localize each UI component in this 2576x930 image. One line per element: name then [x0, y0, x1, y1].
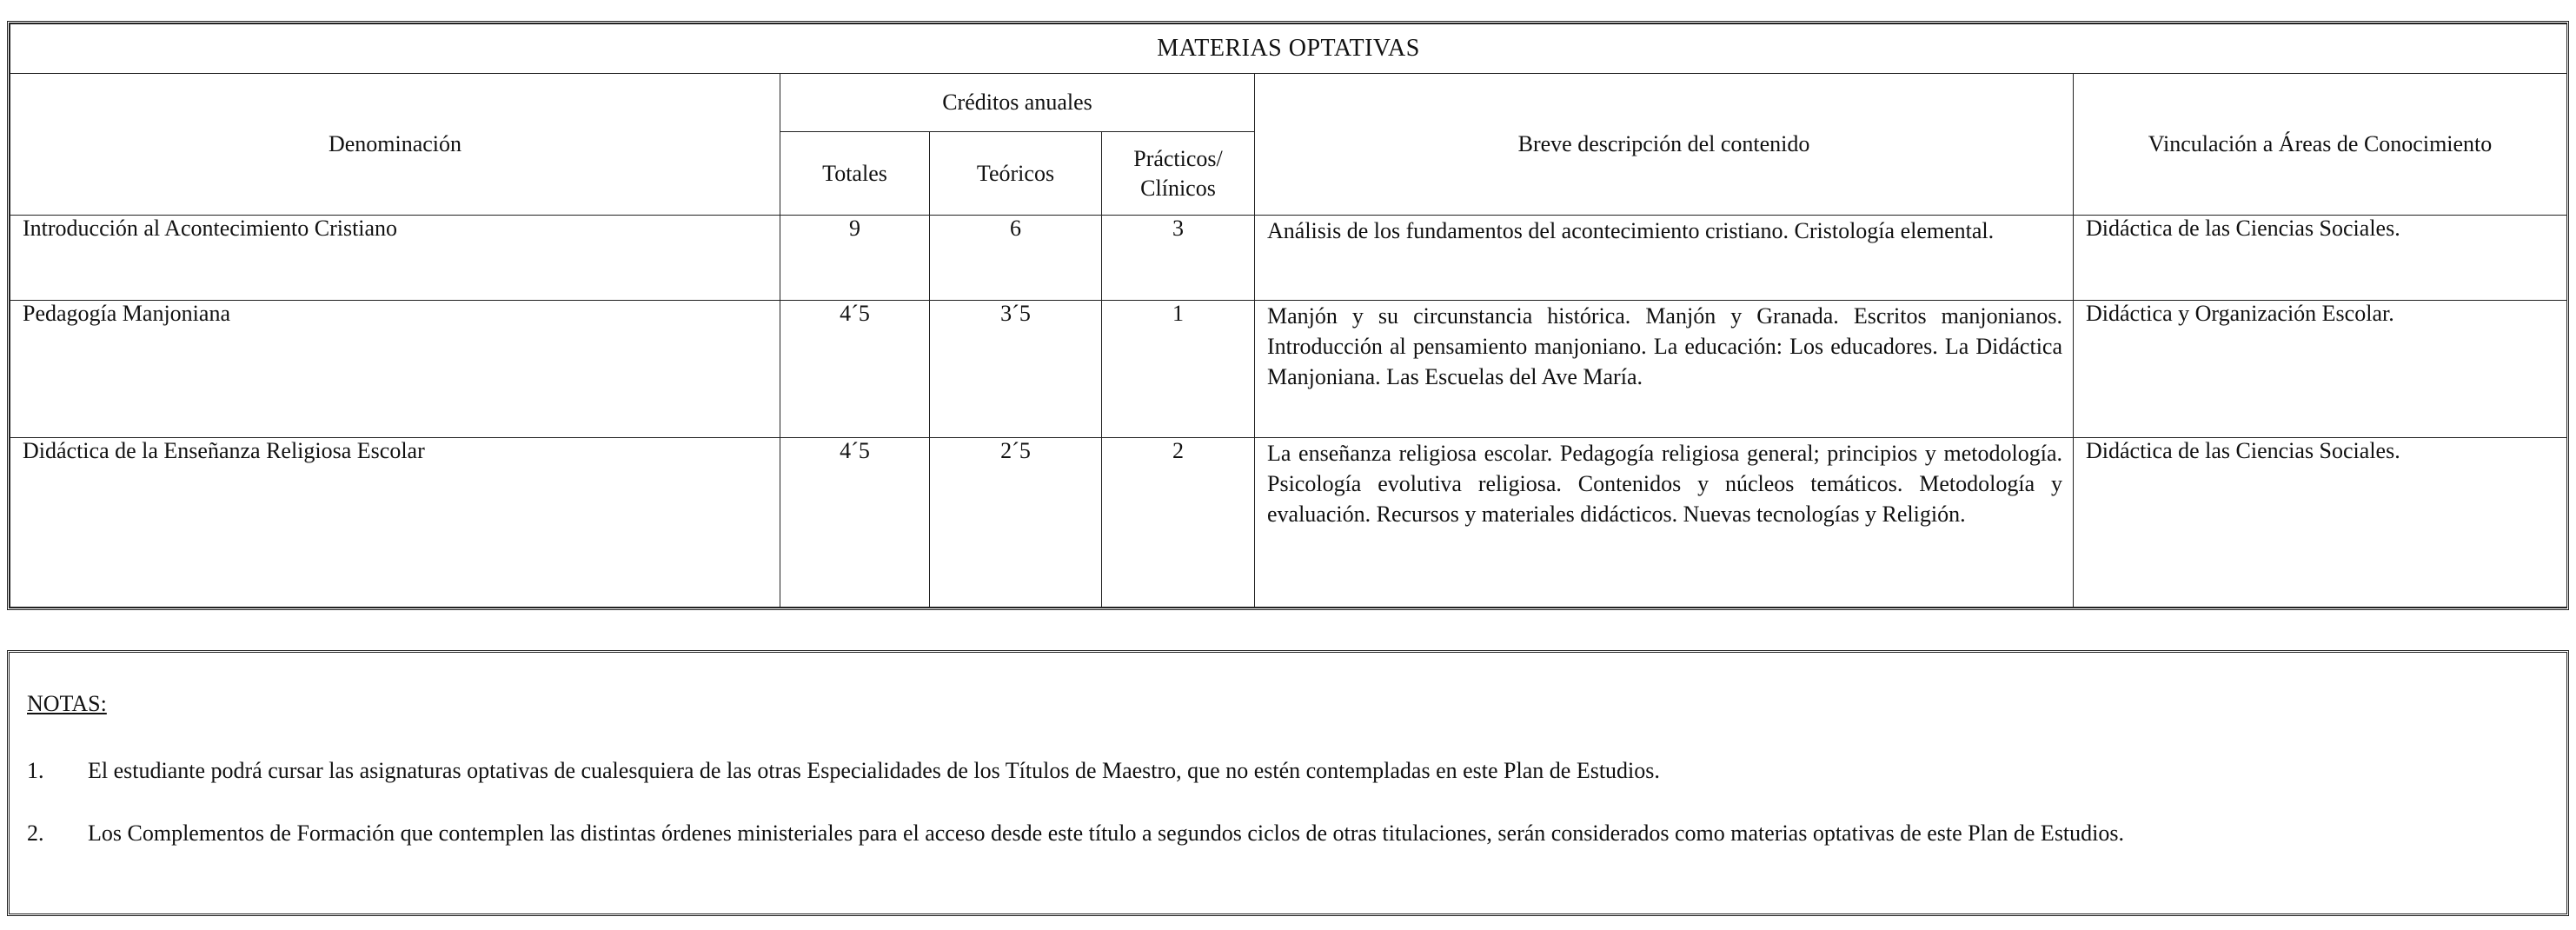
row-teoricos: 6: [930, 216, 1102, 301]
note-index: 2.: [27, 820, 44, 846]
notes-box: [7, 650, 2569, 916]
row-totales: 9: [780, 216, 930, 301]
row-teoricos: 3´5: [930, 301, 1102, 438]
header-vinculacion: Vinculación a Áreas de Conocimiento: [2074, 74, 2567, 216]
row-teoricos: 2´5: [930, 438, 1102, 608]
notes-title: NOTAS:: [27, 691, 107, 716]
row-practicos: 2: [1102, 438, 1255, 608]
row-vinculacion: Didáctica y Organización Escolar.: [2074, 301, 2567, 438]
table-title: MATERIAS OPTATIVAS: [10, 24, 2567, 74]
note-index: 1.: [27, 758, 44, 783]
row-vinculacion: Didáctica de las Ciencias Sociales.: [2074, 216, 2567, 301]
row-practicos: 1: [1102, 301, 1255, 438]
header-denominacion: Denominación: [10, 74, 780, 216]
header-totales: Totales: [780, 132, 930, 216]
row-name: Didáctica de la Enseñanza Religiosa Escolar: [10, 438, 780, 608]
header-practicos: Prácticos/ Clínicos: [1102, 132, 1255, 216]
row-descripcion: Análisis de los fundamentos del acontecimiento cristiano. Cristología elemental.: [1255, 216, 2074, 301]
table-row: [10, 216, 2567, 301]
materias-optativas-table: [10, 23, 2567, 608]
header-descripcion: Breve descripción del contenido: [1255, 74, 2074, 216]
row-descripcion: La enseñanza religiosa escolar. Pedagogía religiosa general; principios y metodología. Psicología evolutiva religiosa. Contenidos y núcleos temáticos. Metodología y evaluación. Recursos y materiales didácticos. Nuevas tecnologías y Religión.: [1255, 438, 2074, 608]
note-text: Los Complementos de Formación que contemplen las distintas órdenes ministeriales para el acceso desde este título a segundos ciclos de otras titulaciones, serán considerados como materias optativas de este Plan de Estudios.: [88, 820, 2124, 846]
table-row: [10, 438, 2567, 608]
note-text: El estudiante podrá cursar las asignaturas optativas de cualesquiera de las otras Especialidades de los Títulos de Maestro, que no estén contempladas en este Plan de Estudios.: [88, 758, 1660, 783]
row-vinculacion: Didáctica de las Ciencias Sociales.: [2074, 438, 2567, 608]
row-practicos: 3: [1102, 216, 1255, 301]
row-totales: 4´5: [780, 301, 930, 438]
materias-optativas-table-frame: [7, 21, 2569, 610]
header-creditos-anuales: Créditos anuales: [780, 74, 1255, 132]
header-teoricos: Teóricos: [930, 132, 1102, 216]
row-descripcion: Manjón y su circunstancia histórica. Manjón y Granada. Escritos manjonianos. Introducción al pensamiento manjoniano. La educación: Los educadores. La Didáctica Manjoniana. Las Escuelas del Ave María.: [1255, 301, 2074, 438]
row-totales: 4´5: [780, 438, 930, 608]
row-name: Introducción al Acontecimiento Cristiano: [10, 216, 780, 301]
table-row: [10, 301, 2567, 438]
row-name: Pedagogía Manjoniana: [10, 301, 780, 438]
